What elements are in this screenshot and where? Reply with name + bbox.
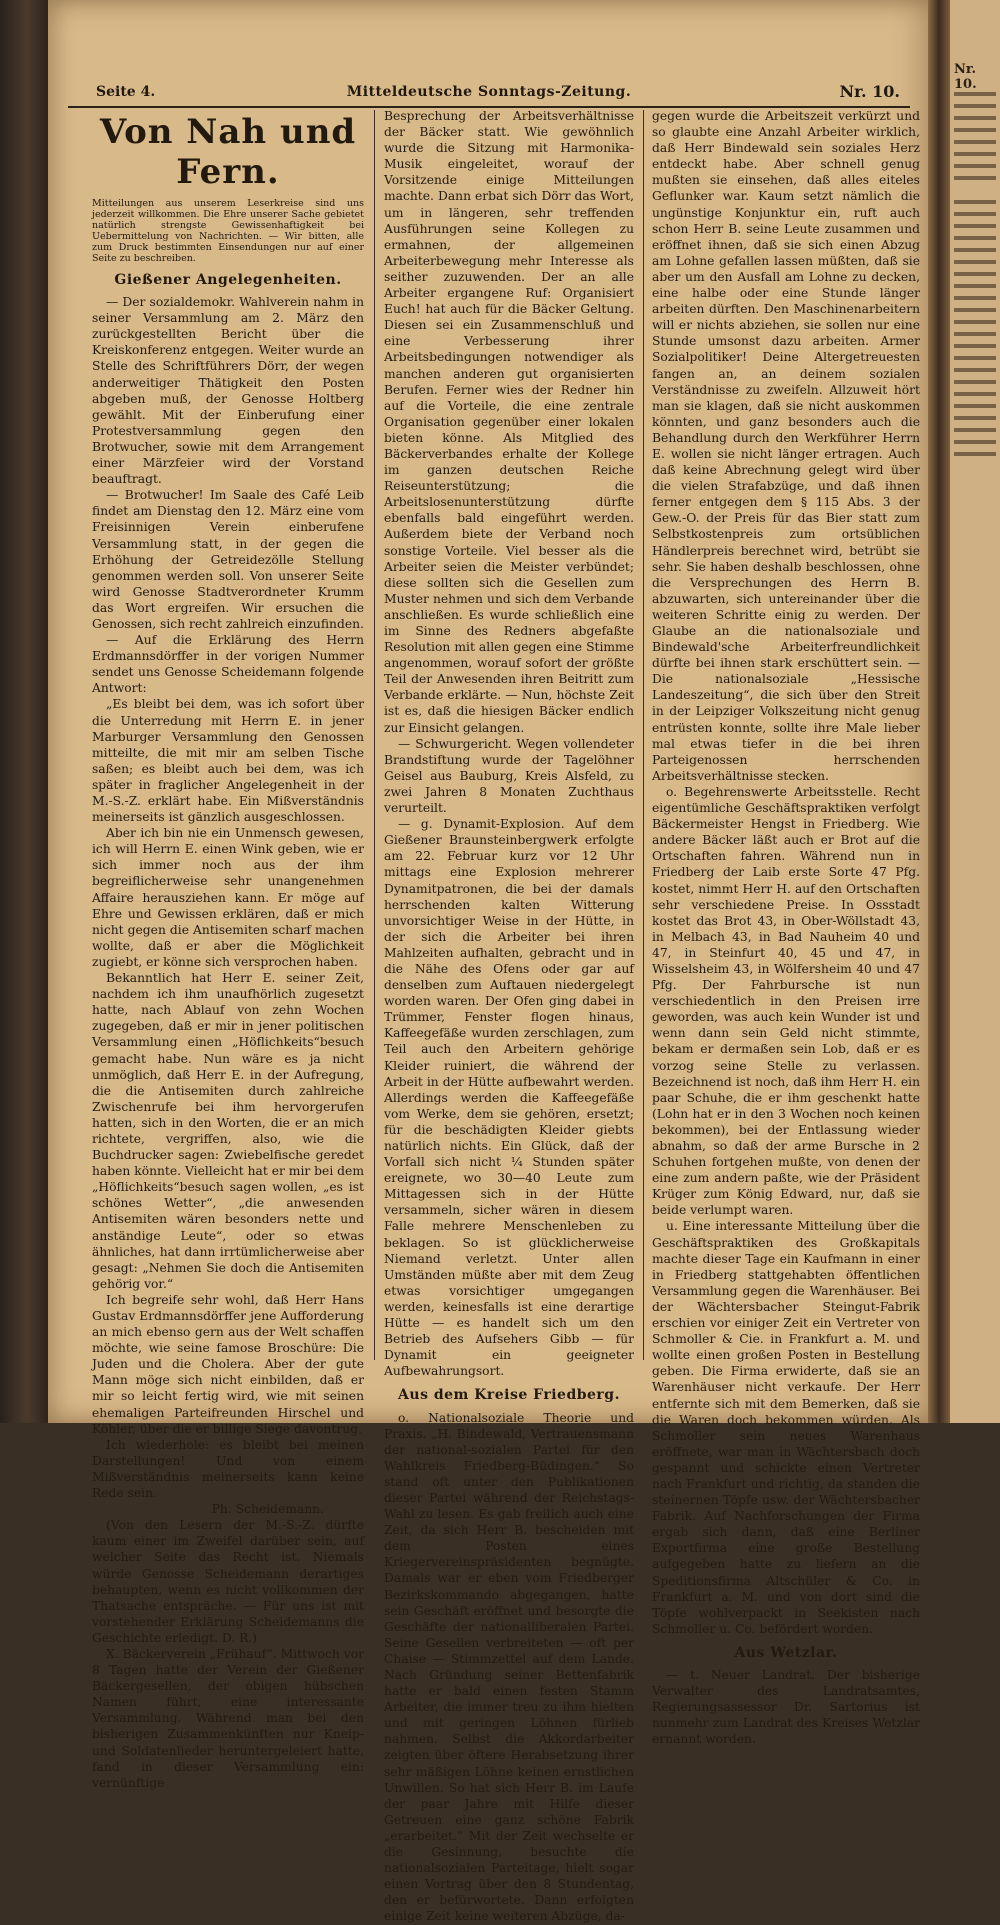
article-paragraph: Ich begreife sehr wohl, daß Herr Hans Gustav Erdmannsdörffer jene Aufforderung an mich ebenso gern aus der Welt schaffen möchte, wie seine famose Broschüre: Die Juden und die Cholera. Aber der gute Mann möge sich nicht einbilden, daß er mir so leicht fertig wird, wie mit seinen ehemaligen Parteifreunden Hirschel und Köhler, über die er billige Siege davontrug.	[92, 1292, 364, 1436]
section-title: Aus dem Kreise Friedberg.	[398, 1387, 620, 1404]
column-3	[652, 108, 920, 1747]
column-rule	[374, 110, 375, 1360]
article-paragraph: — t. Neuer Landrat. Der bisherige Verwalter des Landratsamtes, Regierungsassessor Dr. Sartorius ist nunmehr zum Landrat des Kreises Wetzlar ernannt worden.	[652, 1668, 920, 1747]
article-paragraph: — g. Dynamit-Explosion. Auf dem Gießener Braunsteinbergwerk erfolgte am 22. Februar kurz vor 12 Uhr mittags eine Explosion mehrerer Dynamitpatronen, die bei der damals herrschenden kalten Witterung unvorsichtiger Weise in der Hütte, in der sich die Arbeiter bei ihren Mahlzeiten aufhalten, gebracht und in die Nähe des Ofens oder gar auf denselben zum Auftauen niedergelegt worden waren. Der Ofen ging dabei in Trümmer, Fenster flogen hinaus, Kaffeegefäße wurden zerschlagen, zum Teil auch den Arbeitern gehörige Kleider ruiniert, die während der Arbeit in der Hütte aufbewahrt werden. Allerdings werden die Kaffeegefäße vom Werke, dem sie gehören, ersetzt; für die beschädigten Kleider giebts natürlich nichts. Ein Glück, daß der Vorfall sich nicht ¼ Stunden später ereignete, wo 30—40 Leute zum Mittagessen sich in der Hütte versammeln, sicher wären in diesem Falle mehrere Menschenleben zu beklagen. So ist glücklicherweise Niemand verletzt. Unter allen Umständen müßte aber mit dem Zeug etwas vorsichtiger umgegangen werden, keinesfalls ist eine derartige Hütte — es handelt sich um den Betrieb des Aufsehers Gibb — für Dynamit ein geeigneter Aufbewahrungsort.	[384, 817, 634, 1379]
page-header	[68, 82, 910, 108]
article-paragraph: X. Bäckerverein „Frühauf“. Mittwoch vor 8 Tagen hatte der Verein der Gießener Bäckergesellen, der obigen hübschen Namen führt, eine interessante Versammlung. Während man bei den bisherigen Zusammenkünften nur Kneip- und Soldatenlieder heruntergeleiert hatte, fand in dieser Versammlung ein: vernünftige	[92, 1646, 364, 1790]
section-title: Gießener Angelegenheiten.	[114, 272, 342, 288]
page-number: Seite 4.	[96, 84, 156, 100]
article-paragraph: o. Begehrenswerte Arbeitsstelle. Recht eigentümliche Geschäftspraktiken verfolgt Bäckermeister Hengst in Friedberg. Wie andere Bäcker läßt auch er Brot auf die Ortschaften fahren. Während nun in Friedberg der Laib erste Sorte 47 Pfg. kostet, nimmt Herr H. auf den Ortschaften sehr verschiedene Preise. In Ossstadt kostet das Brot 43, in Ober-Wöllstadt 43, in Melbach 43, in Bad Nauheim 40 und 47, in Steinfurt 40, 45 und 47, in Wisselsheim 43, in Wölfersheim 40 und 47 Pfg. Der Fahrbursche ist nun verschiedentlich in den Preisen irre geworden, was auch kein Wunder ist und wenn dann sein Geld nicht stimmte, bekam er dermaßen sein Lob, daß er es vorzog seine Stelle zu verlassen. Bezeichnend ist noch, daß ihm Herr H. ein paar Schuhe, die er ihm geschenkt hatte (Lohn hat er in den 3 Wochen noch keinen bekommen), bei der Entlassung wieder abnahm, so daß der arme Bursche in 2 Schuhen fortgehen mußte, von denen der eine zum andern paßte, wie der Präsident Krüger zum König Edward, nur, daß sie beide verlumpt waren.	[652, 784, 920, 1218]
article-paragraph: (Von den Lesern der M.-S.-Z. dürfte kaum einer im Zweifel darüber sein, auf welcher Seite das Recht ist. Niemals würde Genosse Scheidemann derartiges behaupten, wenn es nicht vollkommen der Thatsache entspräche. — Für uns ist mit vorstehender Erklärung Scheidemanns die Geschichte erledigt. D. R.)	[92, 1518, 364, 1645]
adjacent-page-edge	[950, 0, 1000, 1423]
page-gutter	[928, 0, 950, 1423]
column-2	[384, 108, 634, 1924]
issue-number: Nr. 10.	[839, 82, 900, 101]
article-paragraph: „Es bleibt bei dem, was ich sofort über die Unterredung mit Herrn E. in jener Marburger Versammlung den Genossen mitteilte, die mit mir am selben Tische saßen; es bleibt auch bei dem, was ich später in fraglicher Angelegenheit in der M.-S.-Z. erklärt habe. Ein Mißverständnis meinerseits ist gänzlich ausgeschlossen.	[92, 697, 364, 825]
article-paragraph: gegen wurde die Arbeitszeit verkürzt und so glaubte eine Anzahl Arbeiter wirklich, daß Herr Bindewald sein soziales Herz entdeckt habe. Aber schnell genug mußten sie einsehen, daß alles eiteles Geflunker war. Kaum setzt nämlich die ungünstige Konjunktur ein, ruft auch schon Herr B. seine Leute zusammen und eröffnet ihnen, daß sie sich einen Abzug am Lohne gefallen lassen müßten, daß sie aber um den Ausfall am Lohne zu decken, eine halbe oder eine Stunde länger arbeiten dürften. Den Maschinenarbeitern will er nichts abziehen, sie sollen nur eine Stunde umsonst dazu arbeiten. Armer Sozialpolitiker! Deine Altergetreuesten fangen an, an deinem sozialen Verständnisse zu zweifeln. Allzuweit hört man sie klagen, daß sie nicht auskommen könnten, und ganz besonders auch die Behandlung durch den Werkführer Herrn E. wollen sie nicht länger ertragen. Auch daß keine Abrechnung gelegt wird über die vielen Strafabzüge, und daß ihnen ferner entgegen dem § 115 Abs. 3 der Gew.-O. der Preis für das Bier statt zum Selbstkostenpreis zum ortsüblichen Händlerpreis berechnet wird, betrübt sie sehr. Sie haben deshalb beschlossen, ohne die Versprechungen des Herrn B. abzuwarten, sich untereinander über die weiteren Schritte einig zu werden. Der Glaube an die nationalsoziale und Bindewald'sche Arbeiterfreundlichkeit dürfte bei ihnen stark erschüttert sein. — Die nationalsoziale „Hessische Landeszeitung“, die sich über den Streit in der Leipziger Volkszeitung nicht genug entrüsten konnte, sollte ihre Male lieber mal etwas tiefer in die bei ihren Parteigenossen herrschenden Arbeitsverhältnisse stecken.	[652, 109, 920, 783]
article-paragraph: u. Eine interessante Mitteilung über die Geschäftspraktiken des Großkapitals machte dieser Tage ein Kaufmann in einer in Friedberg stattgehabten öffentlichen Versammlung gegen die Warenhäuser. Bei der Wächtersbacher Steingut-Fabrik erschien vor einiger Zeit ein Vertreter von Schmoller & Cie. in Frankfurt a. M. und wollte einen großen Posten in Bestellung geben. Die Firma erwiderte, daß sie an Warenhäuser nicht verkaufe. Der Herr entfernte sich mit dem Bemerken, daß sie die Waren doch bekommen würden. Als Schmoller sein neues Warenhaus eröffnete, war man in Wächtersbach doch gespannt und schickte einen Vertreter nach Frankfurt und richtig, da standen die steinernen Töpfe usw. der Wächtersbacher Fabrik. Auf Nachforschungen der Firma ergab sich dann, daß eine Berliner Exportfirma eine große Bestellung aufgegeben hatte zu liefern an die Speditionsfirma Altschüler & Co. in Frankfurt a. M. und von dort sind die Töpfe wohlverpackt in Seekisten nach Schmoller u. Co. befördert worden.	[652, 1219, 920, 1636]
article-paragraph: — Der sozialdemokr. Wahlverein nahm in seiner Versammlung am 2. März den zurückgestellten Bericht über die Kreiskonferenz entgegen. Weiter wurde an Stelle des Schriftführers Dörr, der wegen anderweitiger Thätigkeit den Posten abgeben muß, der Genosse Holtberg gewählt. Mit der Einberufung einer Protestversammlung gegen den Brotwucher, sowie mit dem Arrangement einer Märzfeier wird der Vorstand beauftragt.	[92, 295, 364, 487]
article-paragraph: Aber ich bin nie ein Unmensch gewesen, ich will Herrn E. einen Wink geben, wie er sich immer noch aus der ihm begreiflicherweise sehr unangenehmen Affaire herausziehen kann. Er möge auf Ehre und Gewissen erklären, daß er mich nicht gegen die Antisemiten scharf machen wollte, daß er aber die Möglichkeit zugiebt, er könne sich versprochen haben.	[92, 826, 364, 969]
column-1	[92, 108, 364, 1790]
article-paragraph: — Schwurgericht. Wegen vollendeter Brandstiftung wurde der Tagelöhner Geisel aus Bauburg, Kreis Alsfeld, zu zwei Jahren 8 Monaten Zuchthaus verurteilt.	[384, 736, 634, 816]
adjacent-page-number: Nr. 10.	[954, 62, 977, 92]
editorial-notice: Mitteilungen aus unserem Leserkreise sind uns jederzeit willkommen. Die Ehre unserer Sache gebietet natürlich strengste Gewissenhaftigkeit bei Uebermittelung von Nachrichten. — Wir bitten, alle zum Druck bestimmten Einsendungen nur auf einer Seite zu beschreiben.	[92, 198, 364, 264]
book-spine	[0, 0, 48, 1423]
section-title: Aus Wetzlar.	[734, 1644, 838, 1661]
article-paragraph: — Auf die Erklärung des Herrn Erdmannsdörffer in der vorigen Nummer sendet uns Genosse Scheidemann folgende Antwort:	[92, 633, 364, 696]
column-rule	[643, 110, 644, 1360]
article-paragraph: — Brotwucher! Im Saale des Café Leib findet am Dienstag den 12. März eine vom Freisinnigen Verein einberufene Versammlung statt, in der gegen die Erhöhung der Getreidezölle Stellung genommen werden soll. Von unserer Seite wird Genosse Stadtverordneter Krumm das Wort ergreifen. Wir ersuchen die Genossen, sich recht zahlreich einzufinden.	[92, 488, 364, 631]
article-paragraph: o. Nationalsoziale Theorie und Praxis. „H. Bindewald, Vertrauensmann der national-sozialen Partei für den Wahlkreis Friedberg-Büdingen.“ So stand oft unter den Publikationen dieser Partei während der Reichstags-Wahl zu lesen. Es gab freilich auch eine Zeit, da sich Herr B. bescheiden mit dem Posten eines Kriegervereinspräsidenten begnügte. Damals war er eben vom Friedberger Bezirkskommando abgegangen, hatte sein Geschäft eröffnet und besorgte die Geschäfte der nationalliberalen Partei. Seine Gesellen verbreiteten — oft per Chaise — Stimmzettel auf dem Lande. Nach Gründung seiner Bettenfabrik hatte er bald einen festen Stamm Arbeiter, die immer treu zu ihm hielten und mit geringen Löhnen fürlieb nahmen. Selbst die Akkordarbeiter zeigten über öftere Herabsetzung ihrer sehr mäßigen Löhne keinen ernstlichen Unwillen. So hat sich Herr B. im Laufe der paar Jahre mit Hilfe dieser Getreuen eine ganz schöne Fabrik „erarbeitet.“ Mit der Zeit wechselte er die Gesinnung, besuchte die nationalsozialen Parteitage, hielt sogar einen Vortrag über den 8 Stundentag, den er befürwortete. Dann erfolgten einige Zeit keine weiteren Abzüge, da-	[384, 1410, 634, 1924]
signature: Ph. Scheidemann.	[211, 1502, 324, 1517]
section-masthead: Von Nah und Fern.	[99, 112, 357, 192]
article-paragraph: Bekanntlich hat Herr E. seiner Zeit, nachdem ich ihm unaufhörlich zugesetzt hatte, nach Ablauf von zehn Wochen zugegeben, daß er mir in jener politischen Versammlung einen „Höflichkeits“besuch gemacht habe. Nun wäre es ja nicht unmöglich, daß Herr E. in der Aufregung, die die Antisemiten durch zahlreiche Zwischenrufe bei ihm hervorgerufen hatten, sich in den Worten, die er an mich richtete, vergriffen, also, wie die Buchdrucker sagen: Zwiebelfische geredet haben könnte. Vielleicht hat er mir bei dem „Höflichkeits“besuch sagen wollen, „es ist schönes Wetter“, „die anwesenden Antisemiten wären besonders nette und anständige Leute“, oder so etwas ähnliches, hat dann irrtümlicherweise aber gesagt: „Nehmen Sie doch die Antisemiten gehörig vor.“	[92, 971, 364, 1291]
newspaper-name: Mitteldeutsche Sonntags-Zeitung.	[346, 84, 632, 100]
article-paragraph: Ich wiederhole: es bleibt bei meinen Darstellungen! Und von einem Mißverständnis meinerseits kann keine Rede sein.	[92, 1437, 364, 1501]
article-paragraph: Besprechung der Arbeitsverhältnisse der Bäcker statt. Wie gewöhnlich wurde die Sitzung mit Harmonika-Musik eingeleitet, worauf der Vorsitzende einige Mitteilungen machte. Dann erbat sich Dörr das Wort, um in längeren, sehr treffenden Ausführungen seine Kollegen zu ermahnen, der allgemeinen Arbeiterbewegung mehr Interesse als seither zuzuwenden. Der an alle Arbeiter ergangene Ruf: Organisiert Euch! hat auch für die Bäcker Geltung. Diesen sei ein Zusammenschluß und eine Verbesserung ihrer Arbeitsbedingungen notwendiger als manchen anderen gut organisierten Berufen. Ferner wies der Redner hin auf die Vorteile, die eine zentrale Organisation gegenüber einer lokalen bieten könne. Als Mitglied des Bäckerverbandes erhalte der Kollege im ganzen deutschen Reiche Reiseunterstützung; die Arbeitslosenunterstützung dürfte ebenfalls bald eingeführt werden. Außerdem biete der Verband noch sonstige Vorteile. Viel besser als die Arbeiter seien die Meister verbündet; diese sollten sich die Gesellen zum Muster nehmen und sich dem Verbande anschließen. Es wurde schließlich eine im Sinne des Redners abgefaßte Resolution mit allen gegen eine Stimme angenommen, worauf sofort der größte Teil der Anwesenden ihren Beitritt zum Verbande erklärte. — Nun, höchste Zeit ist es, daß die hiesigen Bäcker endlich zur Einsicht gelangen.	[384, 109, 634, 735]
